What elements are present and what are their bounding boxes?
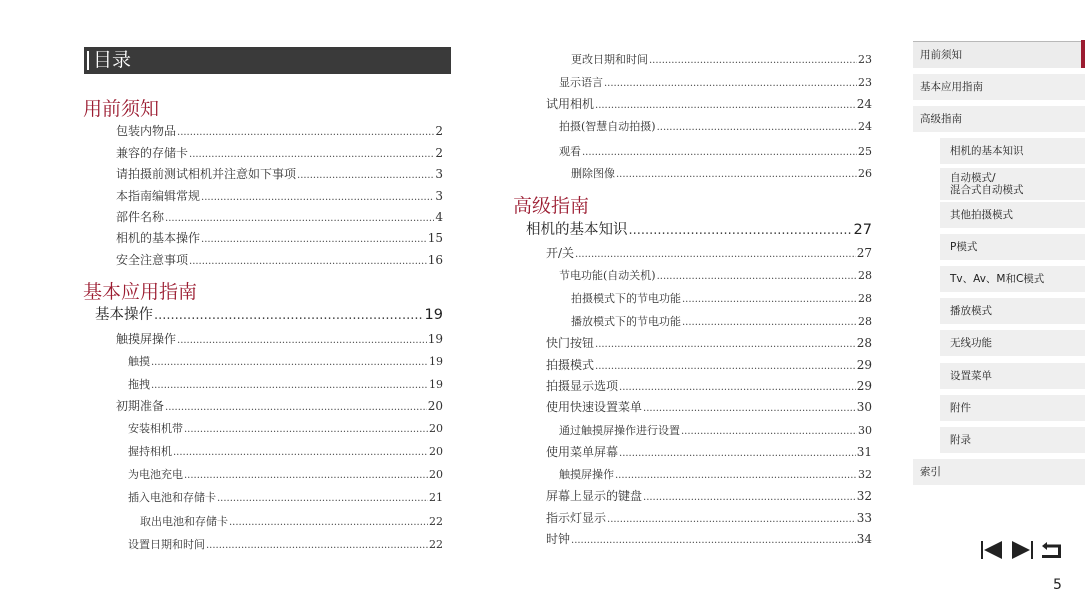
toc-entry[interactable]: 指示灯显示 ..... 33 bbox=[546, 510, 872, 528]
sidebar-item-index[interactable]: 索引 bbox=[913, 459, 1085, 485]
sidebar-item-other-modes[interactable]: 其他拍摄模式 bbox=[940, 202, 1085, 228]
sidebar-item-basic-guide[interactable]: 基本应用指南 bbox=[913, 74, 1085, 100]
toc-entry[interactable]: 触摸屏操作 ..... 19 bbox=[116, 331, 443, 349]
toc-subentry[interactable]: 节电功能(自动关机) ..... 28 bbox=[559, 268, 872, 285]
page-title: 目录 bbox=[93, 49, 132, 71]
active-indicator bbox=[1081, 40, 1085, 68]
title-marker bbox=[87, 51, 89, 70]
toc-subentry[interactable]: 拖拽 ..... 19 bbox=[128, 377, 443, 394]
toc-entry[interactable]: 兼容的存储卡 ..... 2 bbox=[116, 145, 443, 163]
toc-subentry[interactable]: 插入电池和存储卡 ..... 21 bbox=[128, 490, 443, 507]
toc-subentry[interactable]: 通过触摸屏操作进行设置 ..... 30 bbox=[559, 423, 872, 440]
toc-subentry[interactable]: 播放模式下的节电功能 ..... 28 bbox=[571, 314, 872, 331]
toc-subentry[interactable]: 取出电池和存储卡 ..... 22 bbox=[140, 514, 443, 531]
toc-entry[interactable]: 本指南编辑常规 ..... 3 bbox=[116, 188, 443, 206]
sidebar-item-appendix[interactable]: 附录 bbox=[940, 427, 1085, 453]
section-title-before-use: 用前须知 bbox=[83, 98, 160, 120]
toc-subentry[interactable]: 删除图像 ..... 26 bbox=[571, 166, 872, 183]
toc-entry[interactable]: 使用菜单屏幕 ..... 31 bbox=[546, 444, 872, 462]
toc-entry[interactable]: 拍摄显示选项 ..... 29 bbox=[546, 378, 872, 396]
toc-entry[interactable]: 开/关 ..... 27 bbox=[546, 245, 872, 263]
toc-entry[interactable]: 快门按钮 ..... 28 bbox=[546, 335, 872, 353]
toc-entry[interactable]: 包装内物品 ..... 2 bbox=[116, 123, 443, 141]
toc-entry[interactable]: 使用快速设置菜单 ..... 30 bbox=[546, 399, 872, 417]
sidebar-item-accessories[interactable]: 附件 bbox=[940, 395, 1085, 421]
toc-entry[interactable]: 初期准备 ..... 20 bbox=[116, 398, 443, 416]
sidebar-item-tv-av-m-c-mode[interactable]: Tv、Av、M和C模式 bbox=[940, 266, 1085, 292]
return-icon[interactable] bbox=[1039, 539, 1065, 561]
sidebar-item-camera-basics[interactable]: 相机的基本知识 bbox=[940, 138, 1085, 164]
toc-subentry[interactable]: 为电池充电 ..... 20 bbox=[128, 467, 443, 484]
sidebar-item-setup-menu[interactable]: 设置菜单 bbox=[940, 363, 1085, 389]
toc-entry[interactable]: 时钟 ..... 34 bbox=[546, 531, 872, 549]
toc-entry[interactable]: 部件名称 ..... 4 bbox=[116, 209, 443, 227]
toc-chapter-entry[interactable]: 基本操作 ..... 19 bbox=[95, 307, 443, 324]
next-page-icon[interactable] bbox=[1010, 539, 1034, 561]
sidebar-item-wireless[interactable]: 无线功能 bbox=[940, 330, 1085, 356]
toc-subentry[interactable]: 触摸屏操作 ..... 32 bbox=[559, 467, 872, 484]
toc-entry[interactable]: 安全注意事项 ..... 16 bbox=[116, 252, 443, 270]
toc-entry[interactable]: 屏幕上显示的键盘 ..... 32 bbox=[546, 488, 872, 506]
toc-subentry[interactable]: 设置日期和时间 ..... 22 bbox=[128, 537, 443, 554]
toc-subentry[interactable]: 触摸 ..... 19 bbox=[128, 354, 443, 371]
toc-subentry[interactable]: 拍摄模式下的节电功能 ..... 28 bbox=[571, 291, 872, 308]
toc-entry[interactable]: 请拍摄前测试相机并注意如下事项 ..... 3 bbox=[116, 166, 443, 184]
sidebar-item-before-use[interactable]: 用前须知 bbox=[913, 41, 1085, 68]
toc-entry[interactable]: 试用相机 ..... 24 bbox=[546, 96, 872, 114]
toc-entry[interactable]: 拍摄模式 ..... 29 bbox=[546, 357, 872, 375]
sidebar-item-p-mode[interactable]: P模式 bbox=[940, 234, 1085, 260]
toc-subentry[interactable]: 显示语言 ..... 23 bbox=[559, 75, 872, 92]
toc-entry[interactable]: 相机的基本操作 ..... 15 bbox=[116, 230, 443, 248]
toc-chapter-entry[interactable]: 相机的基本知识 ..... 27 bbox=[526, 222, 872, 239]
section-title-advanced-guide: 高级指南 bbox=[513, 195, 590, 217]
sidebar-item-auto-mode[interactable]: 自动模式/ 混合式自动模式 bbox=[940, 168, 1085, 200]
toc-subentry[interactable]: 拍摄(智慧自动拍摄) ..... 24 bbox=[559, 119, 872, 136]
toc-subentry[interactable]: 更改日期和时间 ..... 23 bbox=[571, 52, 872, 69]
toc-subentry[interactable]: 观看 ..... 25 bbox=[559, 144, 872, 161]
sidebar-item-playback-mode[interactable]: 播放模式 bbox=[940, 298, 1085, 324]
sidebar-item-advanced-guide[interactable]: 高级指南 bbox=[913, 106, 1085, 132]
page-number: 5 bbox=[1053, 577, 1062, 593]
toc-subentry[interactable]: 安装相机带 ..... 20 bbox=[128, 421, 443, 438]
toc-subentry[interactable]: 握持相机 ..... 20 bbox=[128, 444, 443, 461]
page-title-bar bbox=[84, 47, 451, 74]
section-title-basic-guide: 基本应用指南 bbox=[83, 281, 198, 303]
prev-page-icon[interactable] bbox=[980, 539, 1004, 561]
